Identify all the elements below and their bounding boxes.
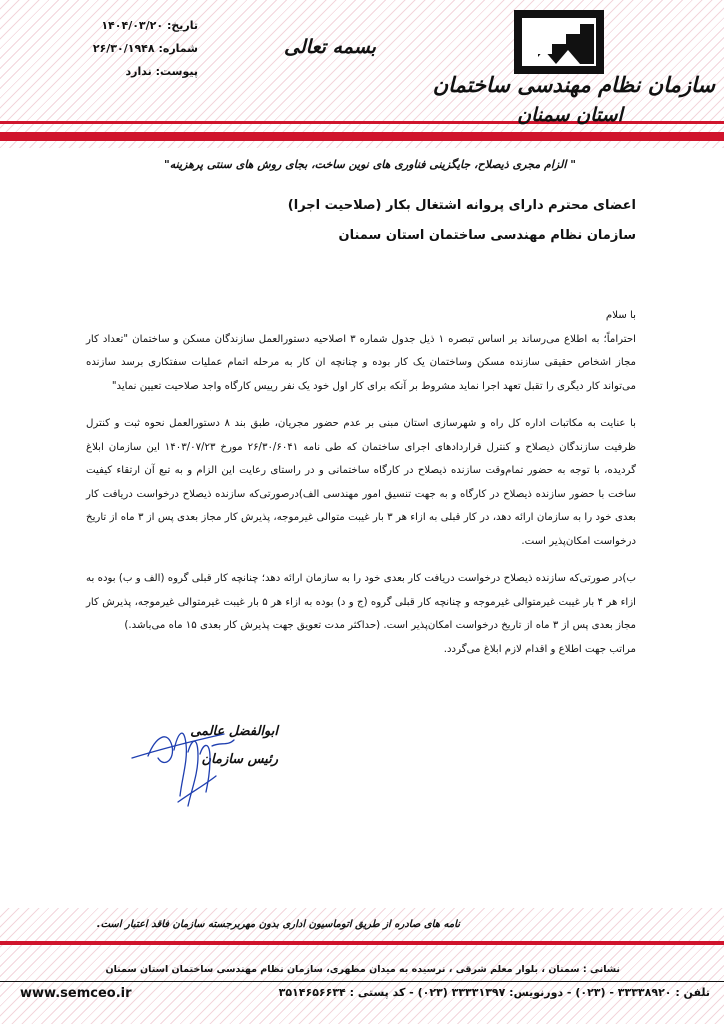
date-label: تاریخ: [166, 19, 198, 32]
header-red-band [0, 132, 724, 141]
website-link[interactable]: www.semceo.ir [20, 986, 132, 1001]
motto: " الزام مجری ذیصلاح، جایگزینی فناوری های نوین ساخت، بجای روش های سنتی پرهزینه" [164, 158, 576, 171]
attachment-row [78, 60, 198, 83]
footer-address [105, 964, 620, 975]
closing-line: مراتب جهت اطلاع و اقدام لازم ابلاغ می‌گردد. [443, 643, 636, 655]
signer-title: رئیس سازمان [201, 752, 278, 767]
recipient-line-1: اعضای محترم دارای پروانه اشتغال بکار (صلاحیت اجرا) [287, 198, 636, 213]
signer-name: ابوالفضل عالمی [190, 724, 278, 739]
organization-province: استان سمنان [517, 104, 623, 126]
letter-body [86, 304, 636, 661]
date-row [78, 14, 198, 37]
paragraph-3: ب)در صورتی‌که سازنده ذیصلاح درخواست دریافت کار بعدی خود را به سازمان ارائه دهد؛ چنانچه کار قبلی گروه (الف و ب) بوده به ازاء هر ۴ بار غیبت غیرمتوالی غیرموجه و چنانچه کار قبلی گروه (ج و د) بوده به ازاء هر ۵ بار غیبت غیرمتوالی غیرموجه، پذیرش کار مجاز بعدی پس از ۳ ماه از تاریخ درخواست امکان‌پذیر است. (حداکثر مدت تعویق جهت پذیرش کار بعدی ۱۵ ماه می‌باشد.) [86, 573, 637, 631]
number-value: ۲۶/۳۰/۱۹۴۸ [92, 42, 155, 55]
handwritten-signature-icon [128, 716, 248, 812]
footer-red-rule [0, 941, 724, 945]
number-row [78, 37, 198, 60]
greeting: با سلام [605, 310, 636, 321]
number-label: شماره: [158, 42, 198, 55]
footer-contact: تلفن : ۳۳۳۳۸۹۲۰ - (۰۲۳) - دورنویس: ۳۳۳۳۱۳۹۷ (۰۲۳) - کد پستی : ۳۵۱۴۶۵۶۶۳۴ [278, 986, 710, 999]
organization-name: سازمان نظام مهندسی ساختمان [432, 72, 715, 97]
paragraph-1: احتراماً؛ به اطلاع می‌رساند بر اساس تبصره ۱ ذیل جدول شماره ۳ اصلاحیه دستورالعمل سازندگان مسکن و ساختمان "تعداد کار مجاز اشخاص حقیقی سازنده مسکن وساختمان یک کار بوده و چنانچه ان کار به مرحله اتمام عملیات سفتکاری برسد سازنده می‌تواند کار دیگری را تقبل تعهد اجرا نماید مشروط بر آنکه برای کار اول خود یک نفر رییس کارگاه واجد صلاحیت تعیین نماید" [86, 333, 636, 392]
footer-divider [0, 981, 724, 982]
attachment-value: ندارد [125, 65, 152, 78]
address-value: سمنان ، بلوار معلم شرقی ، نرسیده به میدان مطهری، سازمان نظام مهندسی ساختمان استان سمنان [105, 964, 580, 975]
recipient-line-2: سازمان نظام مهندسی ساختمان استان سمنان [338, 228, 636, 243]
footer-validity-note: نامه های صادره از طریق اتوماسیون اداری بدون مهربرجسته سازمان فاقد اعتبار است. [96, 919, 460, 930]
basmala: بسمه تعالی [284, 36, 376, 58]
paragraph-2: با عنایت به مکاتبات اداره کل راه و شهرسازی استان مبنی بر عدم حضور مجریان، طبق بند ۸ دستورالعمل نحوه ثبت و کنترل ظرفیت سازندگان ذیصلاح و کنترل قراردادهای اجرای ساختمان که طی نامه ۲۶/۳۰/۶۰۴۱ مورخ ۱۴۰۳/۰۷/۲۳ این سازمان ابلاغ گردیده، با توجه به حضور تمام‌وقت سازنده ذیصلاح در کارگاه ساختمانی و در راستای رعایت این الزام و به تبع آن ارتقاء کیفیت ساخت با حضور سازنده ذیصلاح در کارگاه و به جهت تنسیق امور مهندسی الف)درصورتی‌که سازنده ذیصلاح درخواست دریافت کار بعدی خود را به سازمان ارائه دهد، در کار قبلی به ازاء هر ۳ بار غیبت متوالی غیرموجه، پذیرش کار مجاز بعدی پس از ۳ ماه از تاریخ درخواست امکان‌پذیر است. [86, 418, 637, 547]
letter-meta [78, 14, 198, 83]
attachment-label: پیوست: [155, 65, 198, 78]
date-value: ۱۴۰۴/۰۳/۲۰ [101, 19, 164, 32]
address-label: نشانی : [582, 964, 620, 975]
building-stairs-logo-icon [514, 10, 604, 74]
